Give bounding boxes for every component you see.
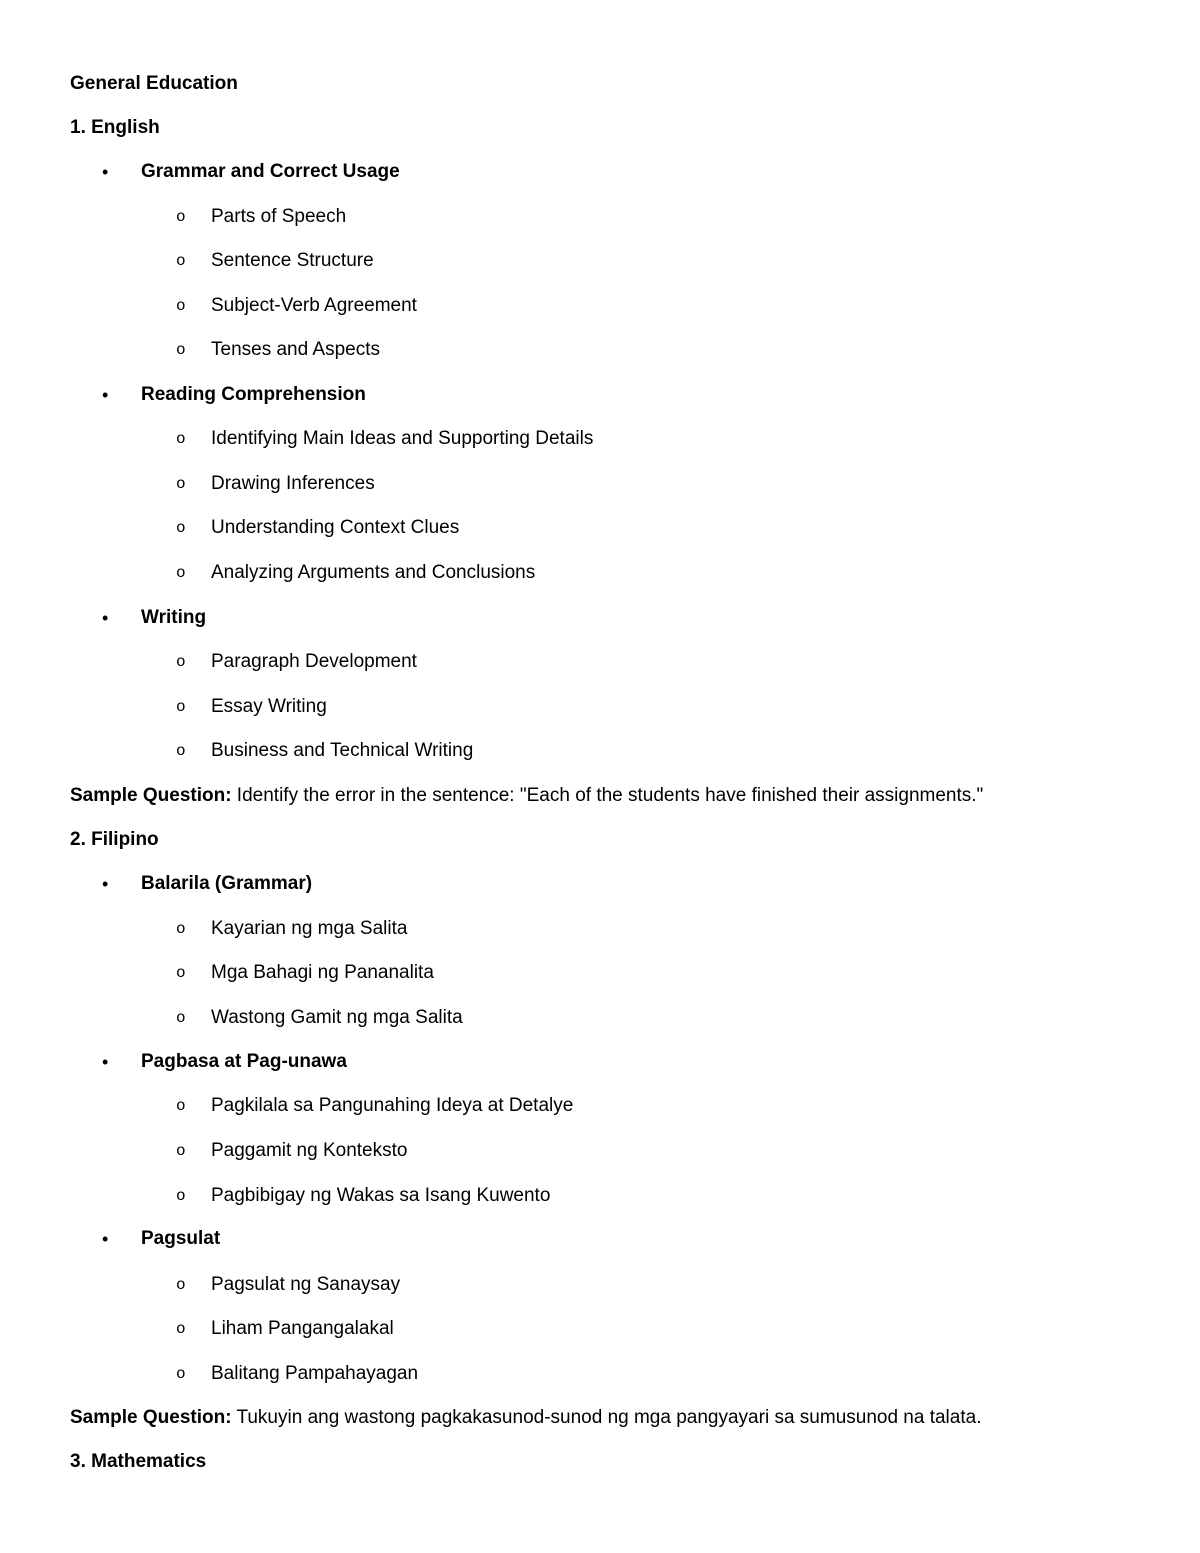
topic-pagsulat <box>0 1225 220 1253</box>
list-item <box>0 648 417 676</box>
bullet-icon: • <box>102 385 109 405</box>
topic-reading <box>0 381 366 409</box>
sub-bullet-icon: o <box>176 742 186 760</box>
list-item <box>0 292 417 320</box>
topic-writing <box>0 604 206 632</box>
sub-bullet-icon: o <box>176 1320 186 1338</box>
list-item <box>0 915 407 943</box>
list-item <box>0 425 593 453</box>
sample-question-text: Identify the error in the sentence: "Each of the students have finished their assignments." <box>231 785 984 806</box>
sub-bullet-icon: o <box>176 564 186 582</box>
list-item <box>0 336 380 364</box>
section-heading-filipino: 2. Filipino <box>70 829 159 850</box>
sample-question-label: Sample Question: <box>70 785 232 806</box>
list-item-label: Analyzing Arguments and Conclusions <box>211 562 536 583</box>
sub-bullet-icon: o <box>176 341 186 359</box>
list-item <box>0 470 375 498</box>
sub-bullet-icon: o <box>176 1276 186 1294</box>
list-item <box>0 693 327 721</box>
list-item-label: Balitang Pampahayagan <box>211 1363 419 1384</box>
list-item-label: Tenses and Aspects <box>211 339 380 360</box>
list-item <box>0 247 374 275</box>
list-item-label: Sentence Structure <box>211 250 374 271</box>
sub-bullet-icon: o <box>176 208 186 226</box>
list-item-label: Parts of Speech <box>211 206 347 227</box>
list-item-label: Liham Pangangalakal <box>211 1318 394 1339</box>
list-item-label: Essay Writing <box>211 696 327 717</box>
list-item-label: Subject-Verb Agreement <box>211 295 417 316</box>
sub-bullet-icon: o <box>176 475 186 493</box>
list-item <box>0 559 535 587</box>
list-item-label: Identifying Main Ideas and Supporting Details <box>211 428 594 449</box>
topic-label: Pagbasa at Pag-unawa <box>141 1051 347 1072</box>
list-item <box>0 514 459 542</box>
list-item-label: Paggamit ng Konteksto <box>211 1140 408 1161</box>
list-item <box>0 1271 400 1299</box>
topic-label: Writing <box>141 607 207 628</box>
sub-bullet-icon: o <box>176 1187 186 1205</box>
topic-label: Balarila (Grammar) <box>141 873 313 894</box>
topic-balarila <box>0 870 312 898</box>
list-item-label: Drawing Inferences <box>211 473 375 494</box>
document-title: General Education <box>70 73 238 94</box>
sub-bullet-icon: o <box>176 964 186 982</box>
list-item <box>0 1315 394 1343</box>
sub-bullet-icon: o <box>176 252 186 270</box>
list-item-label: Pagsulat ng Sanaysay <box>211 1274 401 1295</box>
list-item-label: Business and Technical Writing <box>211 740 474 761</box>
sample-question-filipino <box>0 1404 981 1432</box>
sub-bullet-icon: o <box>176 920 186 938</box>
topic-label: Reading Comprehension <box>141 384 366 405</box>
sub-bullet-icon: o <box>176 1097 186 1115</box>
list-item-label: Wastong Gamit ng mga Salita <box>211 1007 463 1028</box>
topic-label: Grammar and Correct Usage <box>141 161 400 182</box>
sub-bullet-icon: o <box>176 698 186 716</box>
list-item <box>0 959 434 987</box>
sample-question-text: Tukuyin ang wastong pagkakasunod-sunod ng mga pangyayari sa sumusunod na talata. <box>231 1407 982 1428</box>
list-item-label: Pagbibigay ng Wakas sa Isang Kuwento <box>211 1185 551 1206</box>
list-item <box>0 1182 550 1210</box>
section-heading-english: 1. English <box>70 117 160 138</box>
list-item-label: Understanding Context Clues <box>211 517 460 538</box>
sub-bullet-icon: o <box>176 519 186 537</box>
sub-bullet-icon: o <box>176 1142 186 1160</box>
bullet-icon: • <box>102 1052 109 1072</box>
topic-pagbasa <box>0 1048 347 1076</box>
bullet-icon: • <box>102 162 109 182</box>
bullet-icon: • <box>102 608 109 628</box>
topic-grammar <box>0 158 400 186</box>
list-item <box>0 737 473 765</box>
list-item <box>0 1137 407 1165</box>
sample-question-english <box>0 782 983 810</box>
section-heading-mathematics: 3. Mathematics <box>70 1451 207 1472</box>
list-item-label: Paragraph Development <box>211 651 417 672</box>
list-item <box>0 1092 573 1120</box>
sub-bullet-icon: o <box>176 653 186 671</box>
list-item <box>0 1004 463 1032</box>
bullet-icon: • <box>102 874 109 894</box>
sample-question-label: Sample Question: <box>70 1407 232 1428</box>
list-item-label: Kayarian ng mga Salita <box>211 918 408 939</box>
topic-label: Pagsulat <box>141 1228 221 1249</box>
list-item-label: Mga Bahagi ng Pananalita <box>211 962 434 983</box>
sub-bullet-icon: o <box>176 297 186 315</box>
sub-bullet-icon: o <box>176 430 186 448</box>
sub-bullet-icon: o <box>176 1009 186 1027</box>
list-item <box>0 203 346 231</box>
bullet-icon: • <box>102 1229 109 1249</box>
sub-bullet-icon: o <box>176 1365 186 1383</box>
list-item <box>0 1360 418 1388</box>
list-item-label: Pagkilala sa Pangunahing Ideya at Detalye <box>211 1095 574 1116</box>
